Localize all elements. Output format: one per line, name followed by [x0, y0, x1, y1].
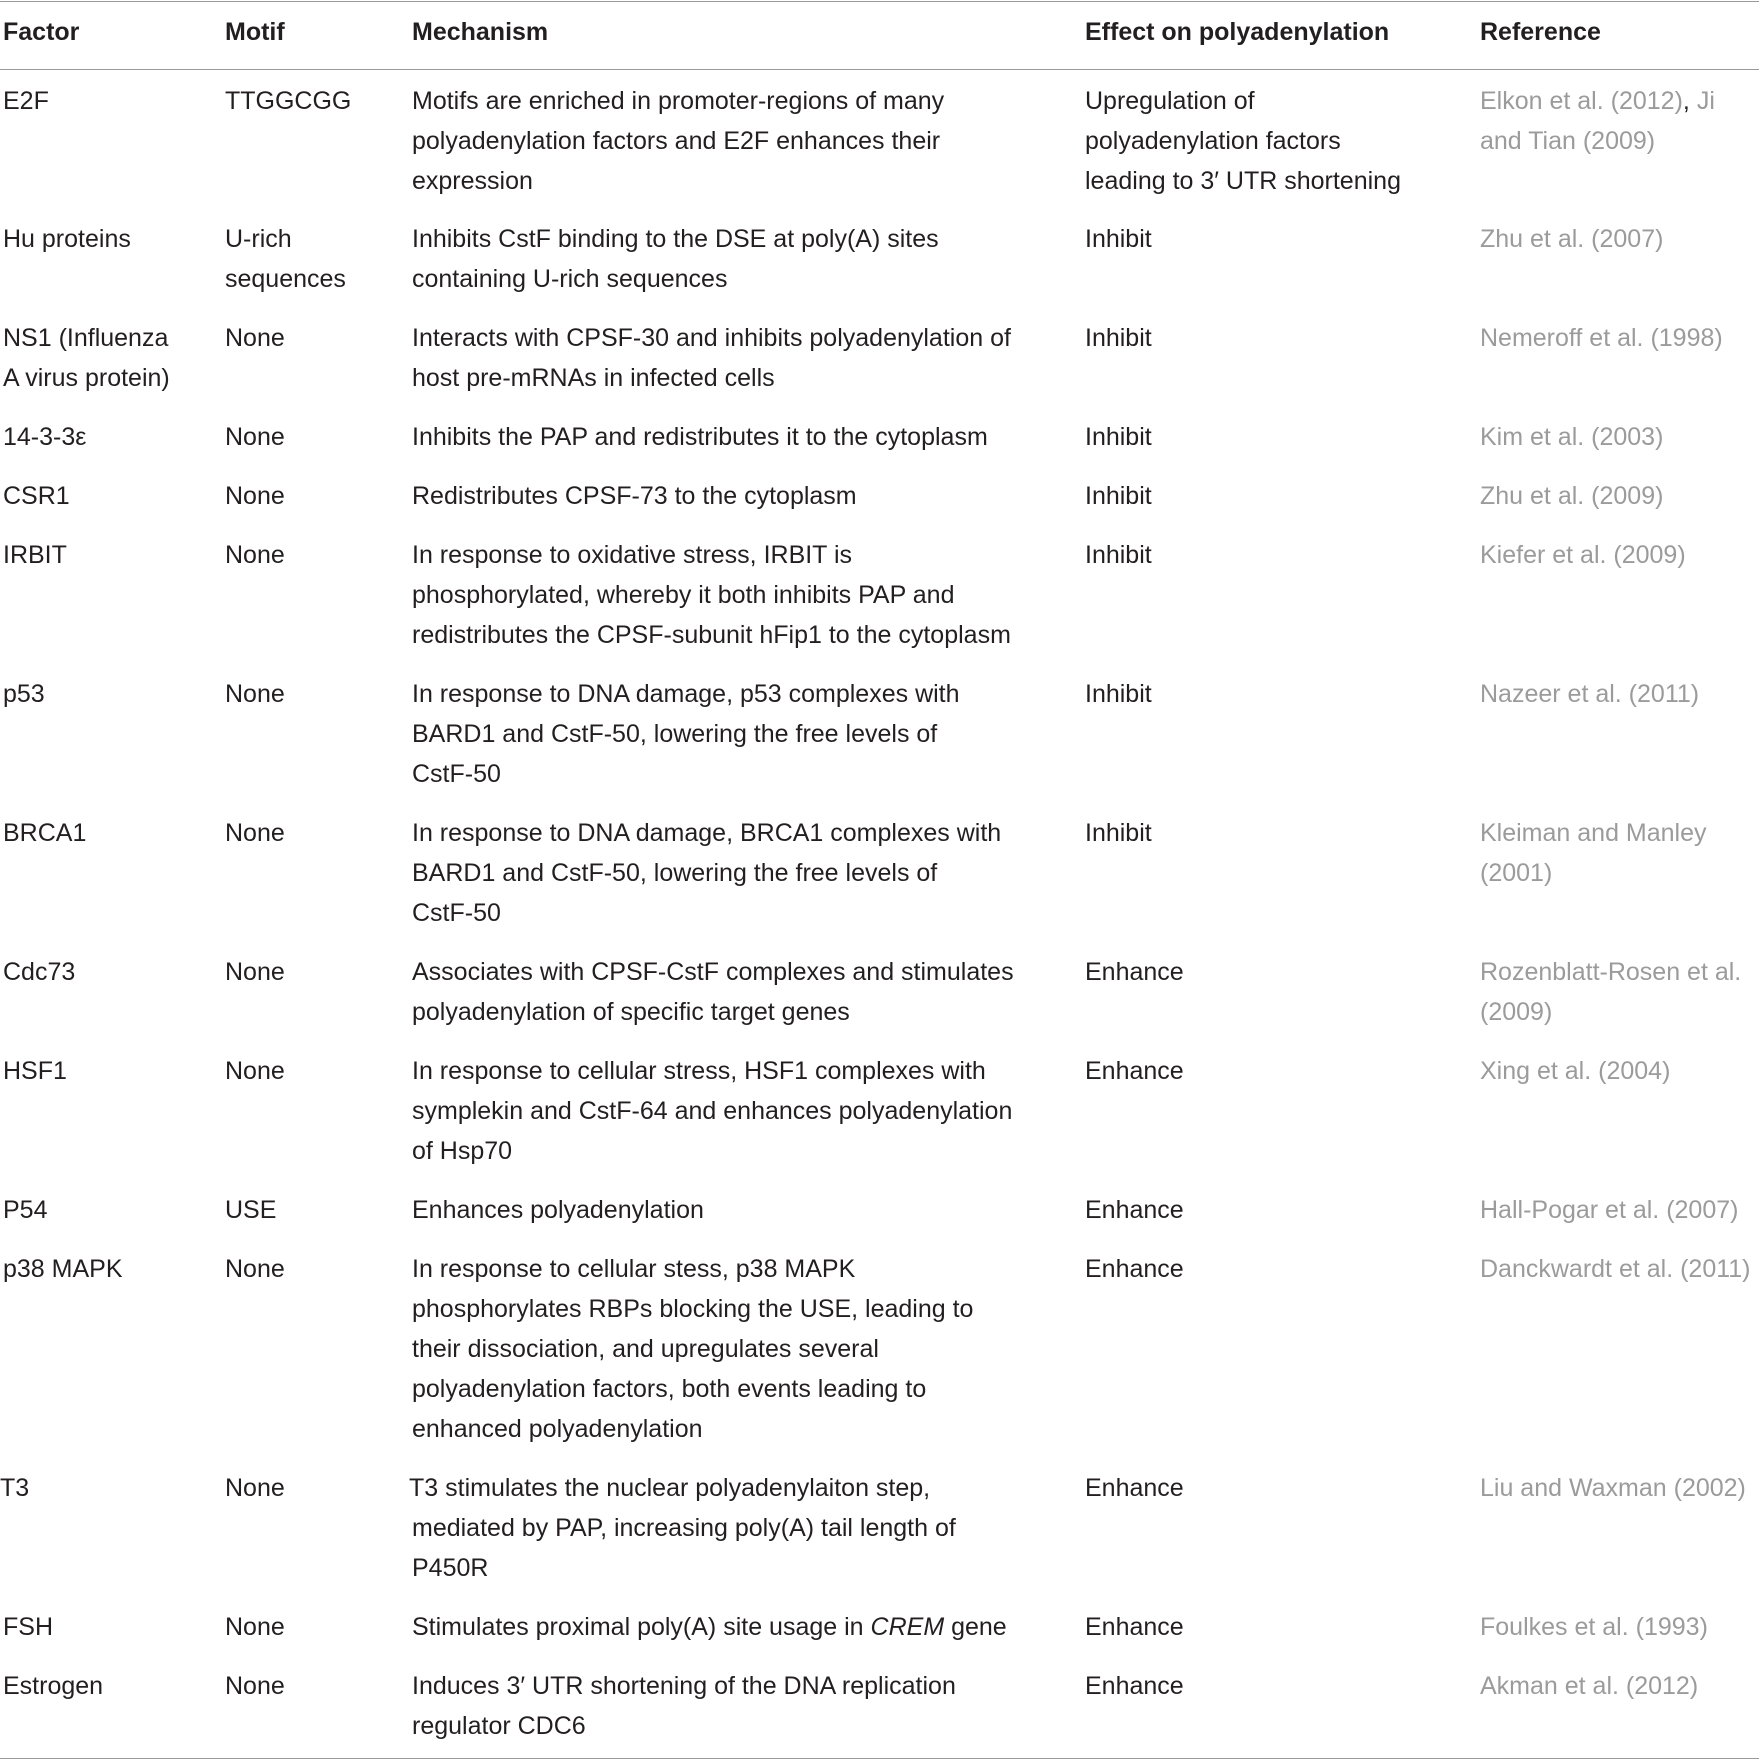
- cell-effect: Enhance: [1085, 1196, 1184, 1224]
- cell-factor: E2F: [3, 87, 49, 115]
- header-motif: Motif: [225, 18, 285, 46]
- reference-link[interactable]: Xing et al. (2004): [1480, 1057, 1671, 1085]
- gene-name: CREM: [870, 1613, 945, 1641]
- cell-factor: Estrogen: [3, 1672, 104, 1700]
- cell-effect: Inhibit: [1085, 482, 1152, 510]
- reference-link[interactable]: Hall-Pogar et al. (2007): [1480, 1196, 1739, 1224]
- cell-mechanism: Redistributes CPSF-73 to the cytoplasm: [412, 482, 857, 510]
- reference-link[interactable]: Akman et al. (2012): [1480, 1672, 1699, 1700]
- cell-factor: p38 MAPK: [3, 1255, 123, 1283]
- cell-factor: HSF1: [3, 1057, 67, 1085]
- cell-effect: Inhibit: [1085, 680, 1152, 708]
- cell-motif: None: [225, 482, 285, 510]
- cell-motif: None: [225, 819, 285, 847]
- cell-mechanism: In response to DNA damage, p53 complexes with BARD1 and CstF-50, lowering the free levels of CstF-50: [412, 680, 960, 788]
- cell-mechanism: Motifs are enriched in promoter-regions of many polyadenylation factors and E2F enhances their expression: [412, 87, 945, 195]
- cell-factor: T3: [0, 1474, 30, 1502]
- cell-effect: Upregulation of polyadenylation factors leading to 3′ UTR shortening: [1085, 87, 1401, 195]
- cell-reference: Elkon et al. (2012), Ji and Tian (2009): [1480, 81, 1715, 161]
- cell-motif: USE: [225, 1196, 277, 1224]
- header-rule: [0, 69, 1759, 70]
- cell-motif: None: [225, 541, 285, 569]
- reference-link[interactable]: Danckwardt et al. (2011): [1480, 1255, 1751, 1283]
- header-factor: Factor: [3, 18, 80, 46]
- cell-factor: IRBIT: [3, 541, 67, 569]
- cell-motif: TTGGCGG: [225, 87, 352, 115]
- header-mechanism: Mechanism: [412, 18, 549, 46]
- cell-mechanism: T3 stimulates the nuclear polyadenylaiton step, mediated by PAP, increasing poly(A) tail length of P450R: [409, 1474, 956, 1582]
- cell-factor: BRCA1: [3, 819, 87, 847]
- cell-effect: Inhibit: [1085, 541, 1152, 569]
- cell-factor: CSR1: [3, 482, 70, 510]
- cell-effect: Enhance: [1085, 1255, 1184, 1283]
- cell-factor: NS1 (Influenza A virus protein): [3, 324, 170, 392]
- top-rule: [0, 1, 1759, 2]
- cell-factor: P54: [3, 1196, 48, 1224]
- cell-factor: p53: [3, 680, 45, 708]
- cell-motif: None: [225, 1672, 285, 1700]
- reference-link[interactable]: Nemeroff et al. (1998): [1480, 324, 1723, 352]
- cell-mechanism: In response to oxidative stress, IRBIT is phosphorylated, whereby it both inhibits PAP and redistributes the CPSF-subunit hFip1 to the cytoplasm: [412, 541, 1011, 649]
- reference-link[interactable]: Elkon et al. (2012): [1480, 87, 1683, 115]
- cell-effect: Enhance: [1085, 1474, 1184, 1502]
- cell-mechanism: Associates with CPSF-CstF complexes and stimulates polyadenylation of specific target genes: [412, 958, 1014, 1026]
- cell-mechanism: Inhibits the PAP and redistributes it to the cytoplasm: [412, 423, 988, 451]
- cell-factor: FSH: [3, 1613, 53, 1641]
- cell-effect: Enhance: [1085, 1613, 1184, 1641]
- cell-mechanism: In response to DNA damage, BRCA1 complexes with BARD1 and CstF-50, lowering the free levels of CstF-50: [412, 819, 1002, 927]
- cell-mechanism: Stimulates proximal poly(A) site usage in CREM gene: [412, 1613, 1007, 1641]
- reference-link[interactable]: Zhu et al. (2009): [1480, 482, 1664, 510]
- cell-mechanism: In response to cellular stess, p38 MAPK phosphorylates RBPs blocking the USE, leading to their dissociation, and upregulates several polyadenylation factors, both events leading to enhanced polyadenylation: [412, 1255, 974, 1443]
- reference-link[interactable]: Liu and Waxman (2002): [1480, 1474, 1746, 1502]
- cell-effect: Enhance: [1085, 1057, 1184, 1085]
- cell-effect: Enhance: [1085, 1672, 1184, 1700]
- cell-motif: None: [225, 423, 285, 451]
- cell-effect: Inhibit: [1085, 225, 1152, 253]
- reference-link[interactable]: Rozenblatt-Rosen et al. (2009): [1480, 958, 1742, 1026]
- cell-effect: Inhibit: [1085, 324, 1152, 352]
- cell-effect: Inhibit: [1085, 423, 1152, 451]
- reference-link[interactable]: Ji: [1696, 87, 1715, 115]
- reference-link[interactable]: and Tian (2009): [1480, 127, 1656, 155]
- reference-link[interactable]: Kiefer et al. (2009): [1480, 541, 1686, 569]
- cell-motif: None: [225, 680, 285, 708]
- reference-link[interactable]: Kleiman and Manley (2001): [1480, 819, 1707, 887]
- cell-mechanism: Enhances polyadenylation: [412, 1196, 704, 1224]
- reference-link[interactable]: Nazeer et al. (2011): [1480, 680, 1700, 708]
- reference-link[interactable]: Foulkes et al. (1993): [1480, 1613, 1708, 1641]
- cell-mechanism: Induces 3′ UTR shortening of the DNA replication regulator CDC6: [412, 1672, 956, 1740]
- bottom-rule: [0, 1758, 1759, 1759]
- cell-motif: None: [225, 324, 285, 352]
- reference-link[interactable]: Kim et al. (2003): [1480, 423, 1664, 451]
- header-reference: Reference: [1480, 18, 1601, 46]
- cell-factor: 14-3-3ε: [3, 423, 87, 451]
- cell-motif: None: [225, 1057, 285, 1085]
- cell-motif: None: [225, 1613, 285, 1641]
- cell-motif: None: [225, 1255, 285, 1283]
- cell-factor: Cdc73: [3, 958, 76, 986]
- cell-mechanism: In response to cellular stress, HSF1 complexes with symplekin and CstF-64 and enhances polyadenylation of Hsp70: [412, 1057, 1013, 1165]
- cell-motif: None: [225, 1474, 285, 1502]
- reference-link[interactable]: Zhu et al. (2007): [1480, 225, 1664, 253]
- cell-effect: Inhibit: [1085, 819, 1152, 847]
- cell-motif: None: [225, 958, 285, 986]
- header-effect: Effect on polyadenylation: [1085, 18, 1390, 46]
- cell-effect: Enhance: [1085, 958, 1184, 986]
- cell-mechanism: Interacts with CPSF-30 and inhibits polyadenylation of host pre-mRNAs in infected cells: [412, 324, 1011, 392]
- cell-mechanism: Inhibits CstF binding to the DSE at poly(A) sites containing U-rich sequences: [412, 225, 939, 293]
- cell-motif: U-rich sequences: [225, 225, 346, 293]
- cell-factor: Hu proteins: [3, 225, 131, 253]
